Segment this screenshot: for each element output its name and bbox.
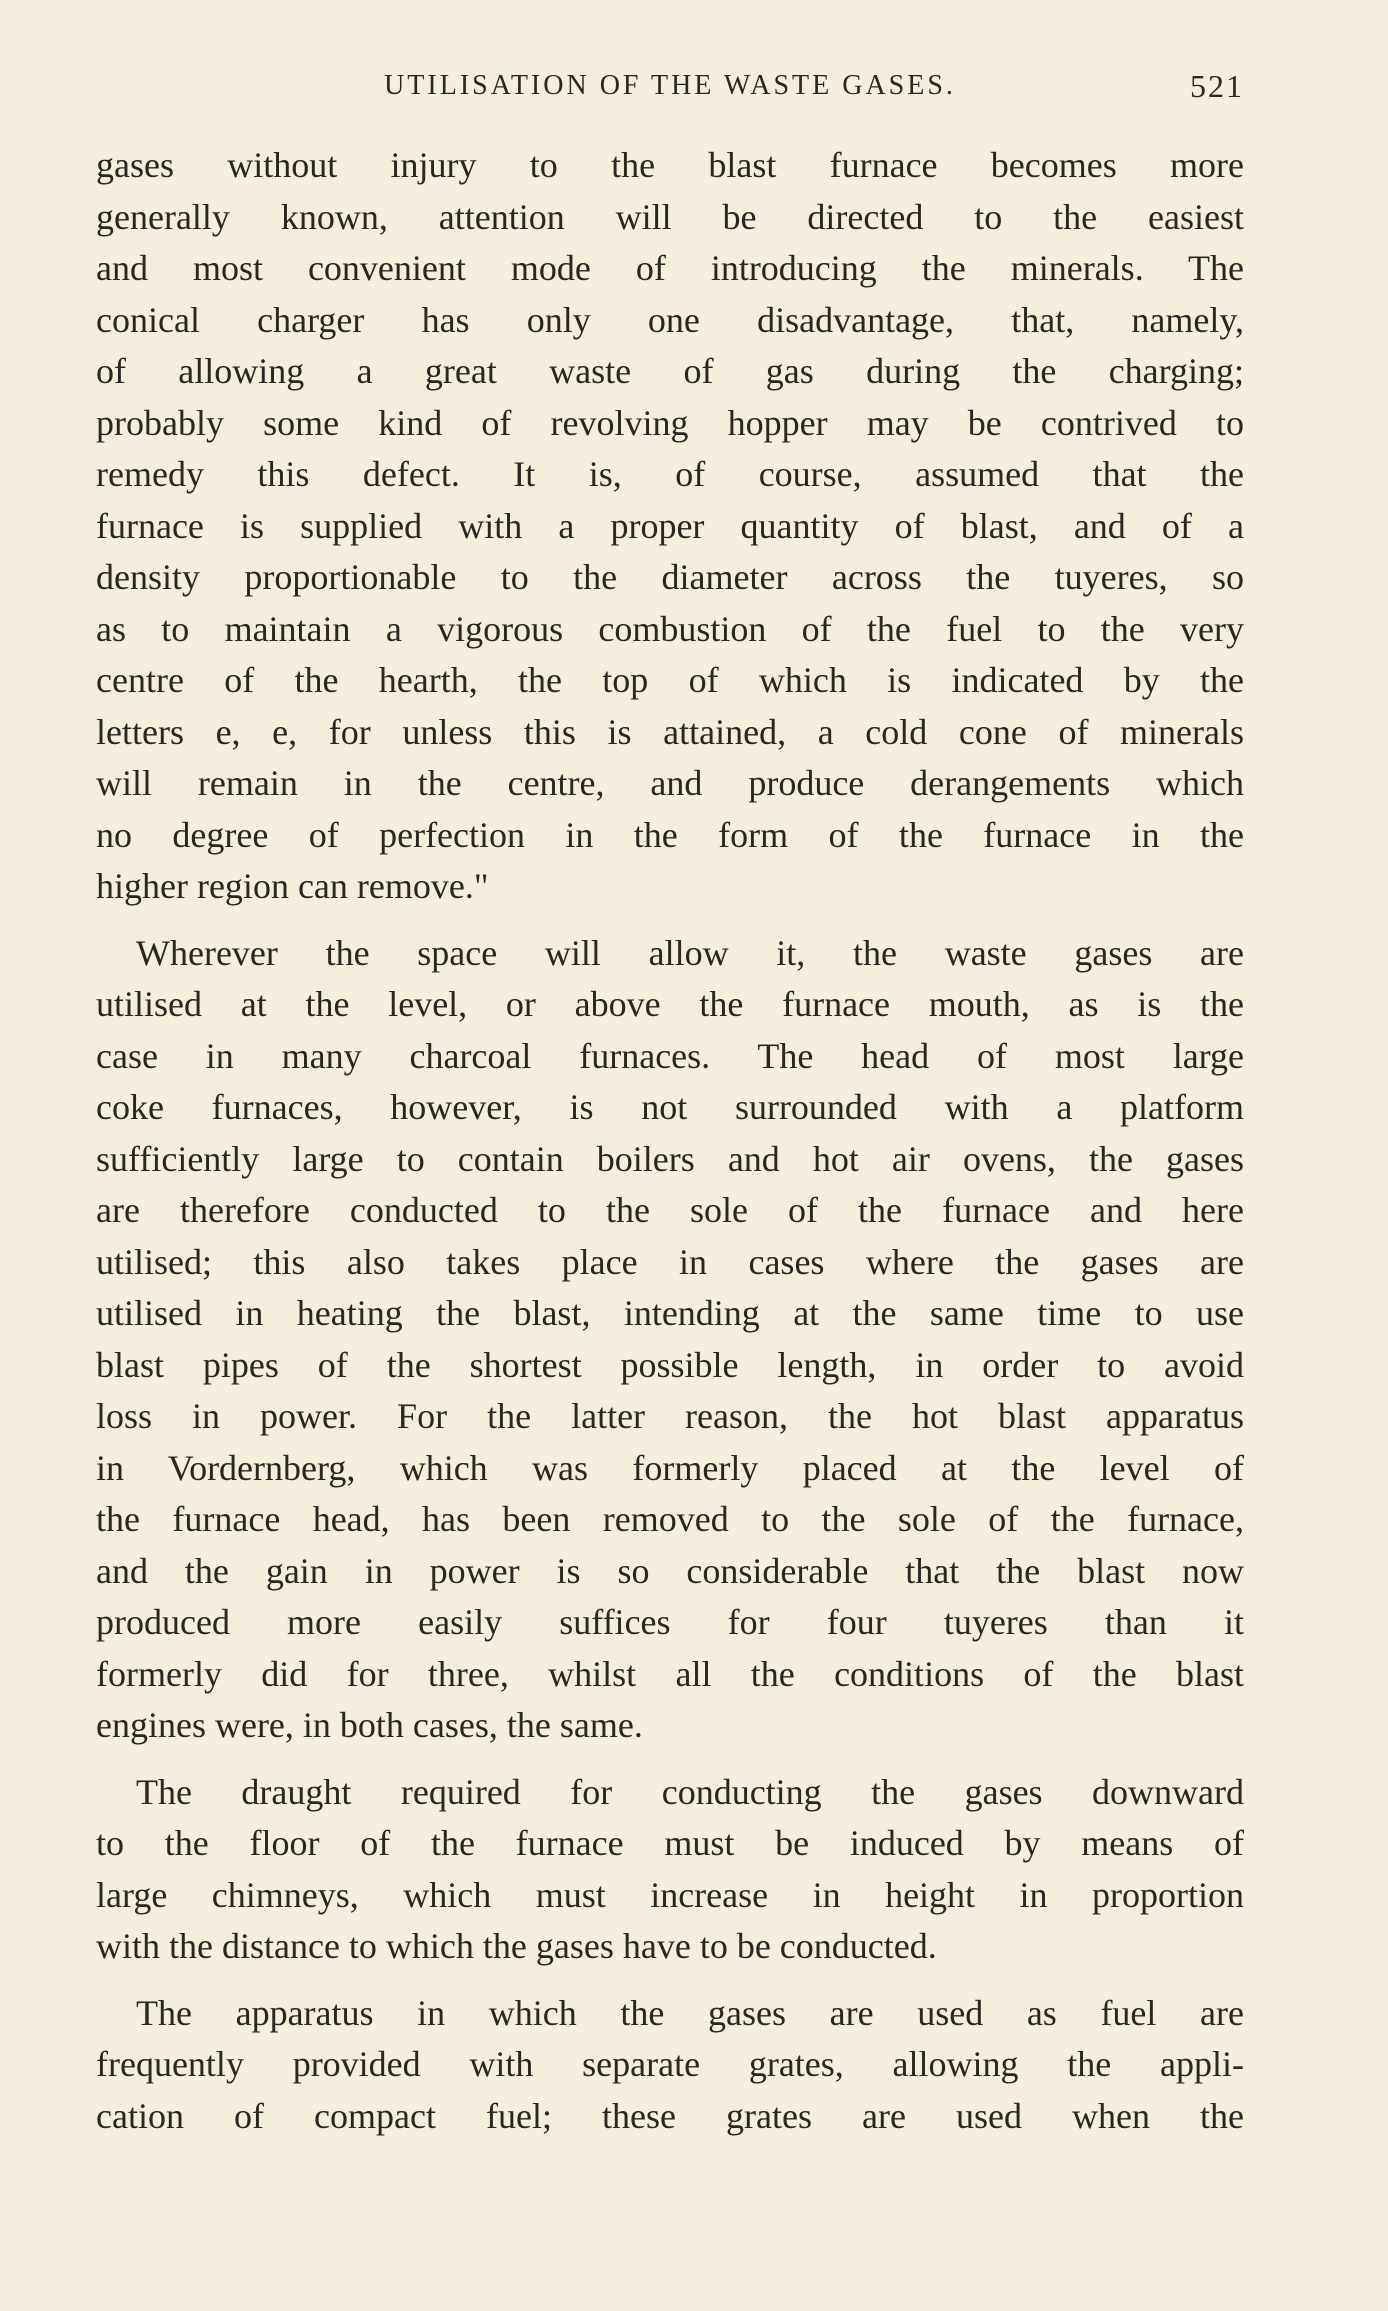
paragraph-3 <box>96 1767 1244 1973</box>
text-line: and the gain in power is so considerable that the blast now <box>96 1550 1244 1591</box>
text-line: with the distance to which the gases have to be conducted. <box>96 1926 937 1966</box>
text-line: large chimneys, which must increase in height in proportion <box>96 1874 1244 1915</box>
text-line: density proportionable to the diameter across the tuyeres, so <box>96 557 1244 597</box>
text-line: coke furnaces, however, is not surrounded with a platform <box>96 1087 1244 1127</box>
text-line: frequently provided with separate grates, allowing the appli- <box>96 2044 1244 2084</box>
text-line: case in many charcoal furnaces. The head of most large <box>96 1035 1244 1076</box>
body-text <box>96 140 1244 2157</box>
text-line: utilised in heating the blast, intending at the same time to use <box>96 1293 1244 1333</box>
text-line: remedy this defect. It is, of course, assumed that the <box>96 454 1244 494</box>
text-line: sufficiently large to contain boilers and hot air ovens, the gases <box>96 1138 1244 1179</box>
text-line: in Vordernberg, which was formerly placed at the level of <box>96 1447 1244 1488</box>
text-line: engines were, in both cases, the same. <box>96 1705 643 1745</box>
text-line: no degree of perfection in the form of the furnace in the <box>96 814 1244 855</box>
text-line: and most convenient mode of introducing the minerals. The <box>96 248 1244 288</box>
text-line: Wherever the space will allow it, the waste gases are <box>136 932 1244 973</box>
running-head <box>96 62 1244 110</box>
text-line: generally known, attention will be directed to the easiest <box>96 196 1244 237</box>
text-line: the furnace head, has been removed to the sole of the furnace, <box>96 1499 1244 1539</box>
text-line: of allowing a great waste of gas during the charging; <box>96 351 1244 391</box>
text-line: are therefore conducted to the sole of the furnace and here <box>96 1190 1244 1230</box>
text-line: higher region can remove." <box>96 866 489 906</box>
paragraph-1 <box>96 140 1244 913</box>
text-line: conical charger has only one disadvantage, that, namely, <box>96 299 1244 340</box>
text-line: will remain in the centre, and produce derangements which <box>96 763 1244 803</box>
running-title: UTILISATION OF THE WASTE GASES. <box>384 70 956 101</box>
text-line: blast pipes of the shortest possible length, in order to avoid <box>96 1344 1244 1385</box>
text-line: The draught required for conducting the gases downward <box>136 1771 1244 1812</box>
text-line: loss in power. For the latter reason, the hot blast apparatus <box>96 1396 1244 1436</box>
text-line: cation of compact fuel; these grates are used when the <box>96 2095 1244 2136</box>
page-number: 521 <box>1190 68 1244 104</box>
text-line: utilised; this also takes place in cases where the gases are <box>96 1241 1244 1282</box>
text-line: centre of the hearth, the top of which is indicated by the <box>96 660 1244 700</box>
text-line: letters e, e, for unless this is attained, a cold cone of minerals <box>96 711 1244 752</box>
text-line: produced more easily suffices for four tuyeres than it <box>96 1602 1244 1642</box>
text-line: formerly did for three, whilst all the conditions of the blast <box>96 1653 1244 1694</box>
text-line: furnace is supplied with a proper quantity of blast, and of a <box>96 505 1244 546</box>
text-line: gases without injury to the blast furnace becomes more <box>96 145 1244 185</box>
text-line: The apparatus in which the gases are used as fuel are <box>136 1992 1244 2033</box>
text-line: to the floor of the furnace must be induced by means of <box>96 1823 1244 1863</box>
paragraph-2 <box>96 928 1244 1752</box>
text-line: utilised at the level, or above the furnace mouth, as is the <box>96 984 1244 1024</box>
paragraph-4 <box>96 1988 1244 2143</box>
text-line: as to maintain a vigorous combustion of the fuel to the very <box>96 608 1244 649</box>
text-line: probably some kind of revolving hopper may be contrived to <box>96 402 1244 443</box>
